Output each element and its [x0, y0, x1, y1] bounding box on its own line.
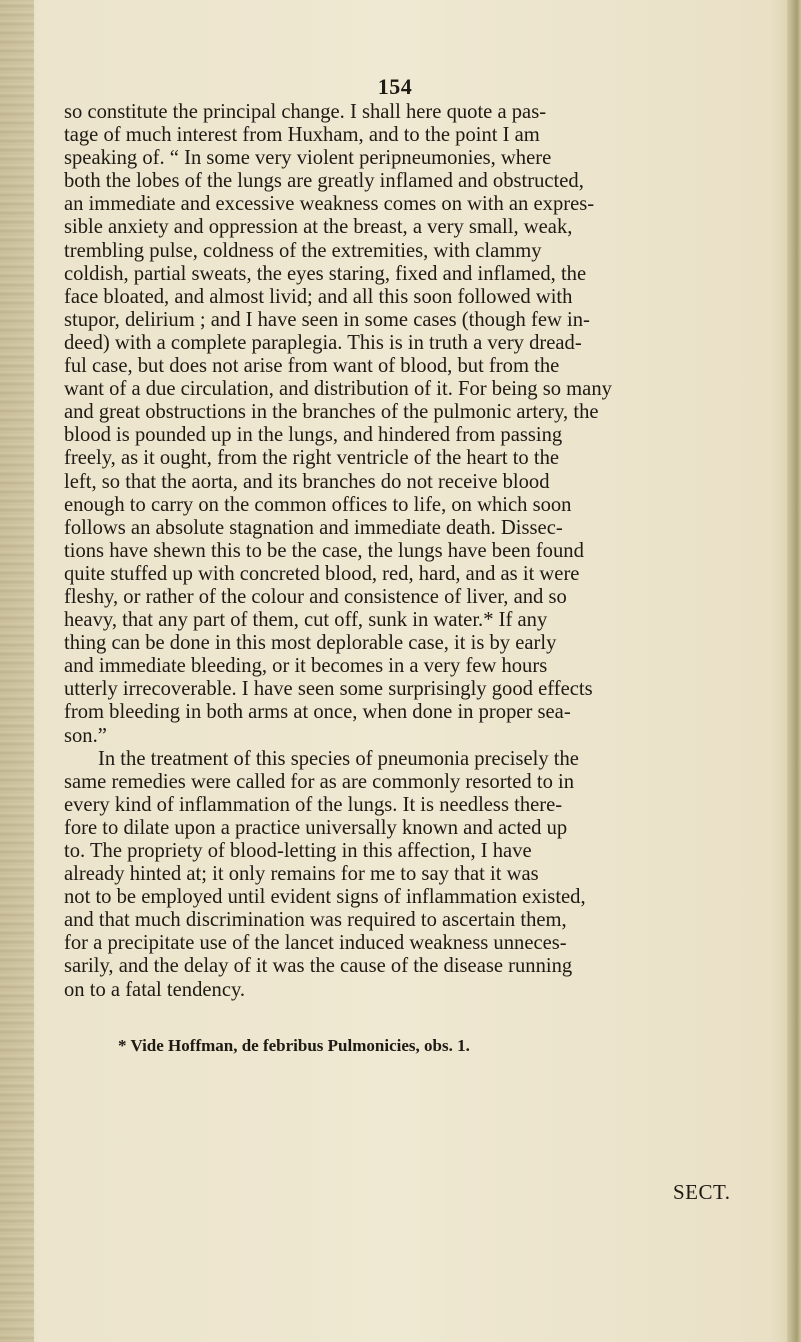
- text-line: heavy, that any part of them, cut off, sunk in water.* If any: [64, 609, 548, 632]
- text-line: want of a due circulation, and distribution of it. For being so many: [64, 378, 612, 401]
- text-line: from bleeding in both arms at once, when done in proper sea-: [64, 701, 571, 724]
- text-line: speaking of. “ In some very violent peripneumonies, where: [64, 147, 552, 170]
- text-line: freely, as it ought, from the right ventricle of the heart to the: [64, 447, 560, 470]
- text-line: trembling pulse, coldness of the extremities, with clammy: [64, 239, 542, 262]
- text-line: utterly irrecoverable. I have seen some surprisingly good effects: [64, 678, 593, 701]
- page-right-edge: [787, 0, 801, 1342]
- text-line: every kind of inflammation of the lungs. It is needless there-: [64, 793, 563, 816]
- text-line: face bloated, and almost livid; and all this soon followed with: [64, 285, 573, 308]
- text-line: deed) with a complete paraplegia. This is in truth a very dread-: [64, 331, 582, 354]
- body-text: [64, 101, 774, 1002]
- text-line: already hinted at; it only remains for me to say that it was: [64, 863, 539, 886]
- page-number: 154: [377, 74, 413, 99]
- text-line: coldish, partial sweats, the eyes staring, fixed and inflamed, the: [64, 262, 587, 285]
- text-line: fore to dilate upon a practice universally known and acted up: [64, 816, 568, 839]
- text-line: to. The propriety of blood-letting in this affection, I have: [64, 840, 532, 862]
- text-line: thing can be done in this most deplorable case, it is by early: [64, 632, 557, 655]
- text-line: fleshy, or rather of the colour and consistence of liver, and so: [64, 585, 567, 608]
- text-line: tions have shewn this to be the case, the lungs have been found: [64, 539, 584, 562]
- text-line: follows an absolute stagnation and immediate death. Dissec-: [64, 516, 563, 539]
- footnote: * Vide Hoffman, de febribus Pulmonicies, obs. 1.: [118, 1036, 470, 1055]
- text-line: son.”: [64, 724, 107, 747]
- text-line: not to be employed until evident signs of inflammation existed,: [64, 886, 586, 909]
- text-line: both the lobes of the lungs are greatly inflamed and obstructed,: [64, 170, 584, 193]
- text-line: left, so that the aorta, and its branches do not receive blood: [64, 470, 550, 493]
- catchword: SECT.: [673, 1180, 731, 1204]
- page-binding-edge: [0, 0, 34, 1342]
- text-line: In the treatment of this species of pneumonia precisely the: [98, 747, 579, 770]
- text-line: ful case, but does not arise from want of blood, but from the: [64, 355, 560, 378]
- text-line: stupor, delirium ; and I have seen in some cases (though few in-: [64, 308, 590, 331]
- text-line: and immediate bleeding, or it becomes in a very few hours: [64, 655, 548, 678]
- text-line: for a precipitate use of the lancet induced weakness unneces-: [64, 932, 567, 955]
- text-line: on to a fatal tendency.: [64, 978, 246, 1001]
- text-line: enough to carry on the common offices to life, on which soon: [64, 493, 572, 516]
- text-line: blood is pounded up in the lungs, and hindered from passing: [64, 424, 563, 447]
- text-line: so constitute the principal change. I shall here quote a pas-: [64, 101, 547, 123]
- text-line: an immediate and excessive weakness comes on with an expres-: [64, 193, 595, 216]
- text-line: same remedies were called for as are commonly resorted to in: [64, 770, 575, 793]
- text-line: sible anxiety and oppression at the breast, a very small, weak,: [64, 216, 573, 239]
- text-line: sarily, and the delay of it was the cause of the disease running: [64, 955, 573, 978]
- text-line: and great obstructions in the branches of the pulmonic artery, the: [64, 401, 599, 424]
- text-line: tage of much interest from Huxham, and to the point I am: [64, 124, 540, 147]
- text-line: and that much discrimination was required to ascertain them,: [64, 909, 567, 932]
- text-line: quite stuffed up with concreted blood, red, hard, and as it were: [64, 562, 580, 585]
